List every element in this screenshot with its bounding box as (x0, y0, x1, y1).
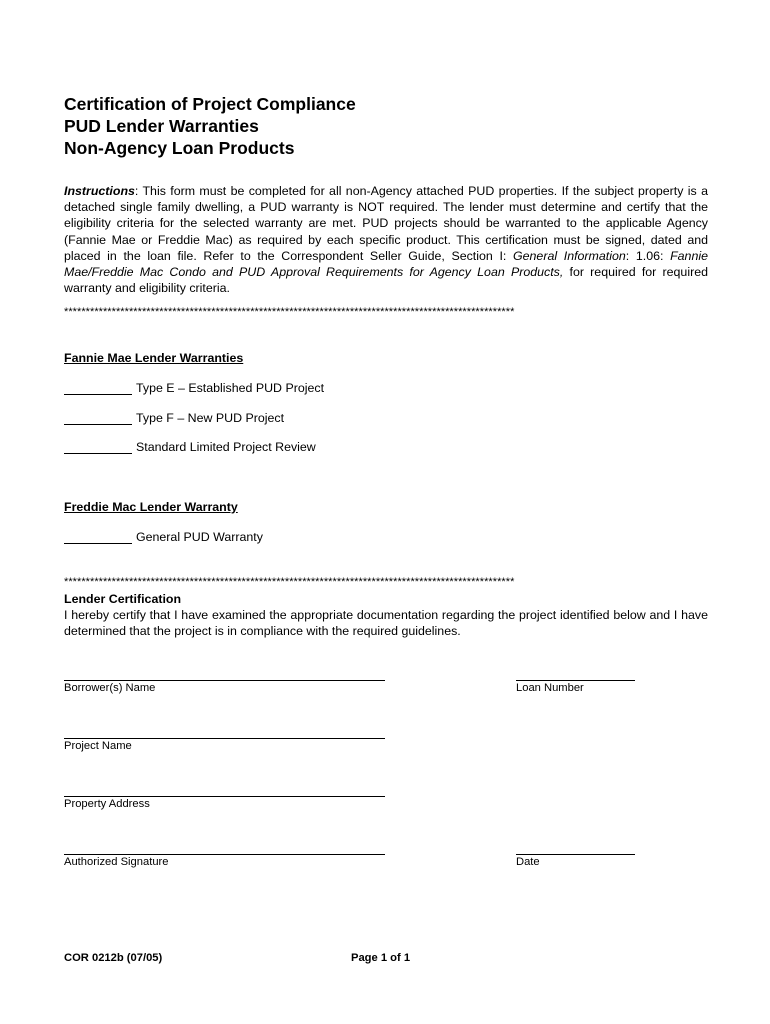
title-line-1: Certification of Project Compliance (64, 94, 356, 114)
instructions-part3: for required for required warranty and eligibility criteria. (64, 265, 708, 296)
freddie-heading: Freddie Mac Lender Warranty (64, 500, 238, 514)
authorized-signature-line[interactable] (64, 854, 385, 855)
checkbox-blank[interactable] (64, 382, 132, 395)
fannie-heading: Fannie Mae Lender Warranties (64, 351, 244, 365)
borrower-name-line[interactable] (64, 680, 385, 681)
title-line-2: PUD Lender Warranties (64, 116, 259, 136)
instructions-paragraph (64, 183, 708, 296)
instructions-part2: : 1.06: (625, 248, 671, 263)
checkbox-blank[interactable] (64, 441, 132, 454)
page-number: Page 1 of 1 (351, 952, 411, 964)
fannie-option-type-e[interactable] (64, 381, 324, 395)
document-title (64, 93, 356, 159)
loan-number-line[interactable] (516, 680, 635, 681)
separator-top: ******************************************************************************************************** (64, 306, 515, 318)
fannie-option-standard-limited[interactable] (64, 440, 316, 454)
option-label: Standard Limited Project Review (136, 440, 316, 454)
separator-bottom: ******************************************************************************************************** (64, 576, 515, 588)
project-name-line[interactable] (64, 738, 385, 739)
form-id: COR 0212b (07/05) (64, 952, 163, 964)
title-line-3: Non-Agency Loan Products (64, 138, 295, 158)
authorized-signature-label: Authorized Signature (64, 856, 169, 868)
date-label: Date (516, 856, 540, 868)
option-label: Type F – New PUD Project (136, 411, 285, 425)
date-line[interactable] (516, 854, 635, 855)
checkbox-blank[interactable] (64, 531, 132, 544)
instructions-italic2: Fannie Mae/Freddie Mac Condo and PUD Approval Requirements for Agency Loan Products, (64, 248, 708, 280)
certification-text: I hereby certify that I have examined the appropriate documentation regarding the project identified below and I have determined that the project is in compliance with the required guidelines. (64, 608, 708, 639)
fannie-option-type-f[interactable] (64, 411, 284, 425)
instructions-part1: : This form must be completed for all non-Agency attached PUD properties. If the subject property is a detached single family dwelling, a PUD warranty is NOT required. The lender must determine and certify that the eligibility criteria for the selected warranty are met. PUD projects should be warranted to the applicable Agency (Fannie Mae or Freddie Mac) as required by each specific product. This certification must be signed, dated and placed in the loan file. Refer to the Correspondent Seller Guide, Section I: (64, 184, 708, 263)
loan-number-label: Loan Number (516, 682, 584, 694)
instructions-lead: Instructions (64, 184, 135, 198)
property-address-label: Property Address (64, 798, 150, 810)
checkbox-blank[interactable] (64, 412, 132, 425)
option-label: Type E – Established PUD Project (136, 381, 325, 395)
borrower-name-label: Borrower(s) Name (64, 682, 156, 694)
property-address-line[interactable] (64, 796, 385, 797)
instructions-italic1: General Information (513, 248, 626, 263)
project-name-label: Project Name (64, 740, 132, 752)
certification-heading: Lender Certification (64, 592, 182, 606)
option-label: General PUD Warranty (136, 530, 263, 544)
freddie-option-general-pud[interactable] (64, 530, 263, 544)
